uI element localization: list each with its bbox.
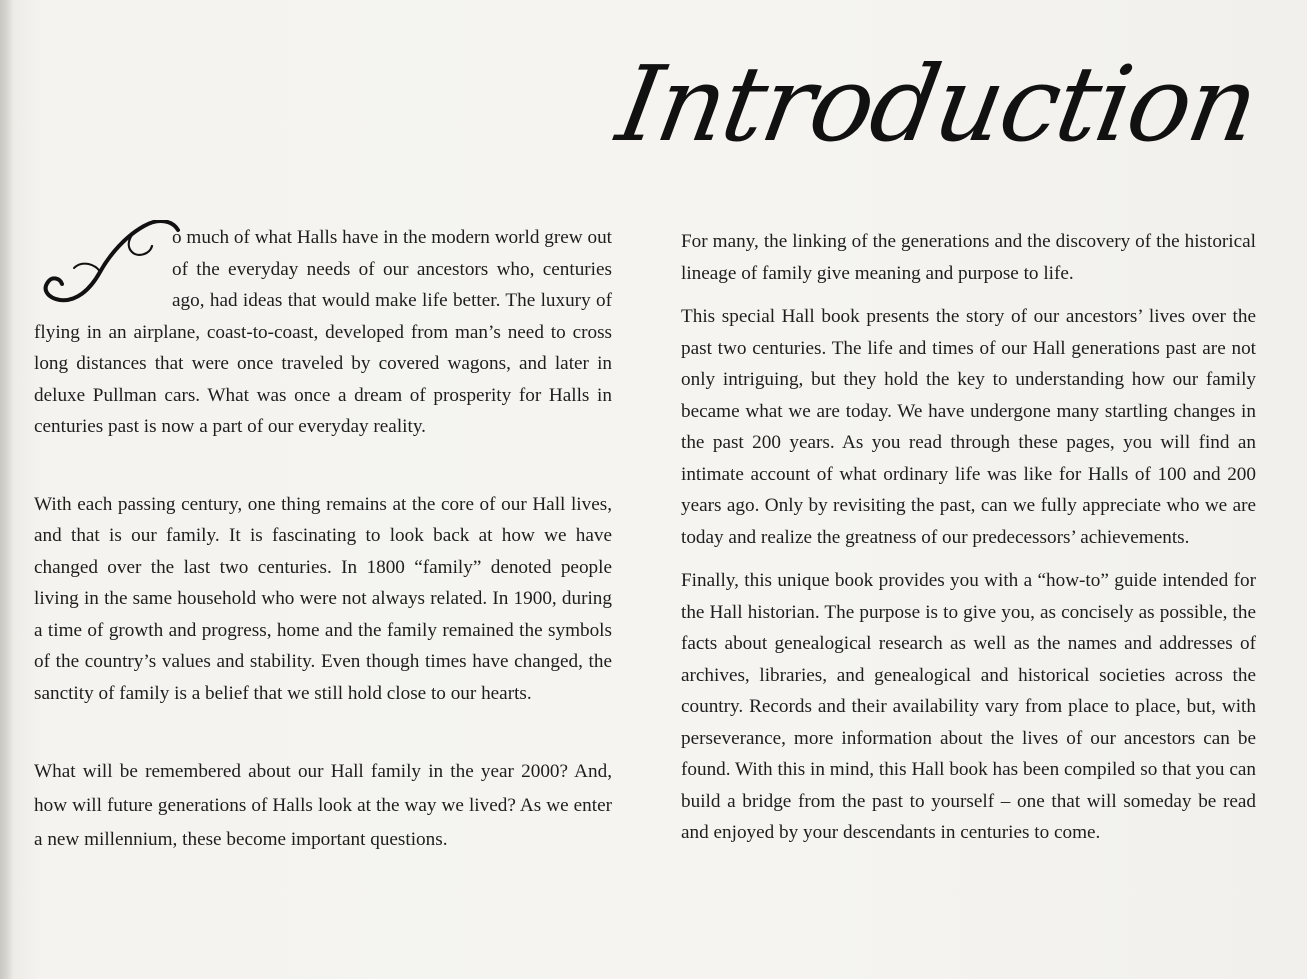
intro-paragraph-4: For many, the linking of the generations and the discovery of the historical lineage of family give meaning and purpose to life.	[681, 231, 1256, 284]
intro-paragraph-2: With each passing century, one thing remains at the core of our Hall lives, and that is our family. It is fascinating to look back at how we have changed over the last two centuries. In 1800 “family” denoted people living in the same household who were not always related. In 1900, during a time of growth and progress, home and the family remained the symbols of the country’s values and stability. Even though times have changed, the sanctity of family is a belief that we still hold close to our hearts.	[34, 493, 612, 704]
intro-paragraph-1-text: o much of what Halls have in the modern world grew out of the everyday needs of our ancestors who, centuries ago, had ideas that would make life better. The luxury of flying in an airplane, coast-to-coast, developed from man’s need to cross long distances that were once traveled by covered wagons, and later in deluxe Pullman cars. What was once a dream of prosperity for Halls in centuries past is now a part of our everyday reality.	[34, 227, 612, 437]
left-column	[34, 222, 612, 857]
intro-paragraph-6: Finally, this unique book provides you with a “how-to” guide intended for the Hall historian. The purpose is to give you, as concisely as possible, the facts about genealogical research as well as the names and addresses of archives, libraries, and genealogical and historical societies across the country. Records and their availability vary from place to place, but, with perseverance, more information about the lives of our ancestors can be found. With this in mind, this Hall book has been compiled so that you can build a bridge from the past to yourself – one that will someday be read and enjoyed by your descendants in centuries to come.	[681, 570, 1256, 843]
intro-paragraph-3: What will be remembered about our Hall family in the year 2000? And, how will future generations of Halls look at the way we lived? As we enter a new millennium, these become important questions.	[34, 761, 612, 850]
intro-paragraph-1	[34, 222, 612, 443]
intro-paragraph-5: This special Hall book presents the story of our ancestors’ lives over the past two centuries. The life and times of our Hall generations past are not only intriguing, but they hold the key to understanding how our family became what we are today. We have undergone many startling changes in the past 200 years. As you read through these pages, you will find an intimate account of what ordinary life was like for Halls of 100 and 200 years ago. Only by revisiting the past, can we fully appreciate who we are today and realize the greatness of our predecessors’ achievements.	[681, 306, 1256, 548]
drop-cap-letter: S	[40, 220, 41, 221]
page-title: Introduction	[609, 43, 1266, 165]
drop-cap-s-glyph	[40, 220, 182, 306]
drop-cap-s	[40, 222, 168, 304]
right-column	[681, 226, 1256, 861]
page-spine-shadow	[0, 0, 14, 979]
